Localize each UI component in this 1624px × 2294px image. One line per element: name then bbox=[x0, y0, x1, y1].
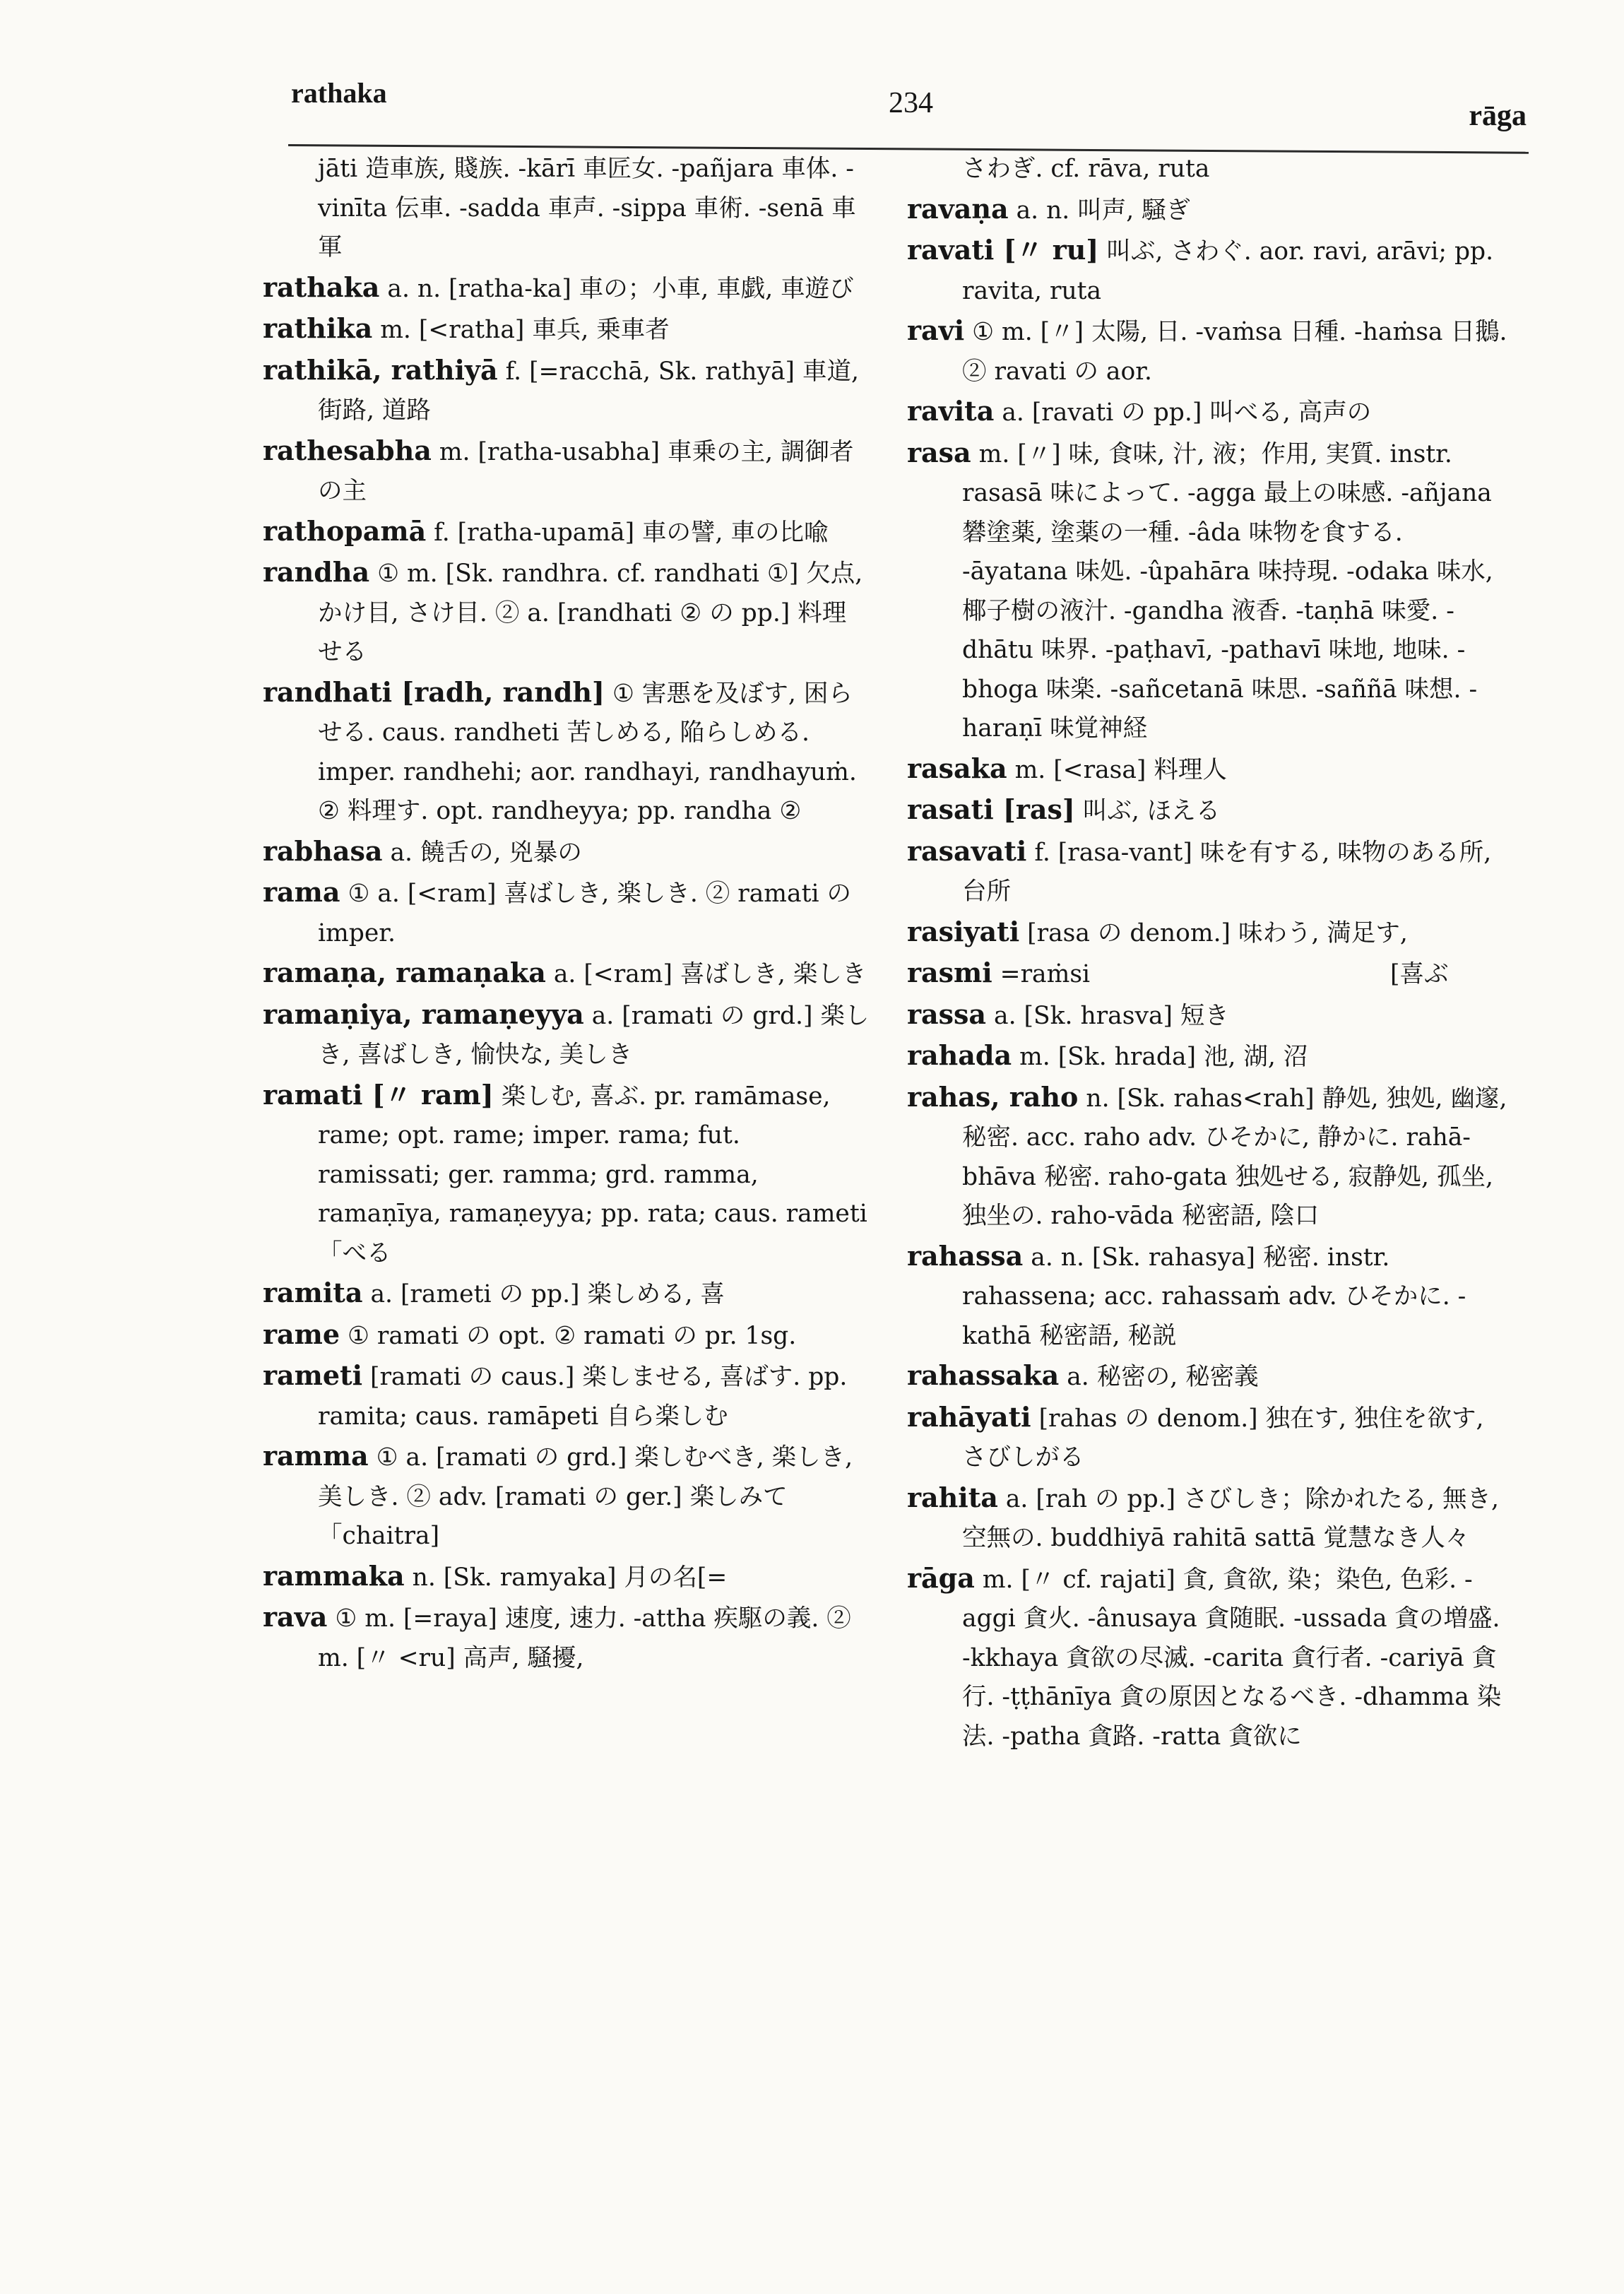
entry-continuation bbox=[263, 150, 870, 268]
headword: ravati [〃 ru] bbox=[907, 234, 1099, 266]
headword: rabhasa bbox=[263, 834, 383, 867]
definition-text: a. [ramati の grd.] 楽しき, 喜ばしき, 愉快な, 美しき bbox=[318, 1001, 870, 1069]
headword: rahada bbox=[907, 1039, 1012, 1071]
headword: rasa bbox=[907, 436, 971, 468]
definition-text: a. [Sk. hrasva] 短き bbox=[994, 1001, 1229, 1030]
definition-text: a. n. 叫声, 騒ぎ bbox=[1016, 196, 1191, 225]
definition-text: [ramati の caus.] 楽しませる, 喜ばす. pp. ramita; caus. ramāpeti 自ら楽しむ bbox=[318, 1363, 848, 1431]
headword: rathika bbox=[263, 312, 373, 344]
page-number: 234 bbox=[889, 87, 933, 119]
definition-text: n. [Sk. ramyaka] 月の名[= bbox=[412, 1563, 728, 1592]
headword: rame bbox=[263, 1318, 340, 1350]
dictionary-entry bbox=[263, 953, 870, 995]
definition-text: m. [<ratha] 車兵, 乗車者 bbox=[380, 316, 670, 344]
headword: rathaka bbox=[263, 271, 380, 303]
headword: ramati [〃 ram] bbox=[263, 1078, 494, 1111]
dictionary-entry bbox=[907, 1356, 1515, 1397]
headword: randha bbox=[263, 556, 370, 588]
headword: rathesabha bbox=[263, 434, 432, 466]
headword: ravita bbox=[907, 395, 995, 427]
headword: rasavati bbox=[907, 834, 1027, 867]
dictionary-entry bbox=[263, 873, 870, 953]
definition-text: 叫ぶ, さわぐ. aor. ravi, arāvi; pp. ravita, ruta bbox=[962, 237, 1494, 305]
headword: ravi bbox=[907, 314, 965, 346]
headword: rasmi bbox=[907, 957, 992, 988]
definition-text: m. [〃] 味, 食味, 汁, 液；作用, 実質. instr. rasasā 味によって. -agga 最上の味感. -añjana 礬塗薬, 塗薬の一種. -âda 味物を食する. -āyatana 味処. -ûpahāra 味持現. -odaka 味水, 椰子樹の液汁. -gandha 液香. -taṇhā 味愛. -dhātu 味界. -paṭhavī, -pathavī 味地, 地味. -bhoga 味楽. -sañcetanā 味思. -saññā 味想. -haraṇī 味覚神経 bbox=[962, 439, 1493, 743]
dictionary-entry bbox=[907, 953, 1515, 995]
dictionary-entry bbox=[907, 749, 1515, 791]
dictionary-entry bbox=[263, 673, 870, 832]
dictionary-entry bbox=[907, 391, 1515, 433]
definition-text: ① m. [〃] 太陽, 日. -vaṁsa 日種. -haṁsa 日鵝. ② ravati の aor. bbox=[962, 318, 1507, 386]
dictionary-entry bbox=[907, 1478, 1515, 1559]
definition-text: jāti 造車族, 賤族. -kārī 車匠女. -pañjara 車体. -vinīta 伝車. -sadda 車声. -sippa 車術. -senā 車軍 bbox=[318, 155, 856, 261]
dictionary-entry bbox=[263, 309, 870, 350]
definition-text: f. [ratha-upamā] 車の譬, 車の比喩 bbox=[434, 518, 829, 547]
definition-text: a. 秘密の, 秘密義 bbox=[1067, 1363, 1259, 1391]
definition-text: ① m. [Sk. randhra. cf. randhati ①] 欠点, かけ目, さけ目. ② a. [randhati ② の pp.] 料理せる bbox=[318, 560, 863, 666]
dictionary-entry bbox=[263, 1597, 870, 1678]
definition-text: m. [ratha-usabha] 車乗の主, 調御者の主 bbox=[318, 437, 854, 505]
definition-text: ① a. [ramati の grd.] 楽しむべき, 楽しき, 美しき. ② adv. [ramati の ger.] 楽しみて 「chaitra] bbox=[318, 1443, 853, 1550]
headword: rāga bbox=[907, 1561, 975, 1594]
definition-text: a. 饒舌の, 兇暴の bbox=[390, 838, 582, 867]
dictionary-entry bbox=[907, 995, 1515, 1036]
headword: rathikā, rathiyā bbox=[263, 353, 498, 386]
definition-text: a. n. [ratha-ka] 車の；小車, 車戯, 車遊び bbox=[387, 274, 854, 303]
headword: rama bbox=[263, 876, 340, 908]
headword: rahassa bbox=[907, 1239, 1024, 1272]
dictionary-entry bbox=[907, 1236, 1515, 1356]
definition-text: a. n. [Sk. rahasya] 秘密. instr. rahassena; acc. rahassaṁ adv. ひそかに. -kathā 秘密語, 秘説 bbox=[962, 1243, 1466, 1350]
dictionary-entry bbox=[907, 832, 1515, 912]
definition-text: m. [Sk. hrada] 池, 湖, 沼 bbox=[1019, 1043, 1308, 1071]
headword: ramita bbox=[263, 1277, 363, 1308]
definition-text: 楽しむ, 喜ぶ. pr. ramāmase, rame; opt. rame; imper. rama; fut. ramissati; ger. ramma; grd. ramma, ramaṇīya, ramaṇeyya; pp. rata; caus. rameti 「べる bbox=[318, 1082, 867, 1267]
dictionary-entry bbox=[263, 1273, 870, 1315]
headword: ramaṇiya, ramaṇeyya bbox=[263, 998, 584, 1030]
headword: randhati [radh, randh] bbox=[263, 675, 605, 708]
dictionary-entry bbox=[263, 552, 870, 673]
dictionary-entry bbox=[263, 995, 870, 1075]
right-guide-word: rāga bbox=[1469, 100, 1527, 132]
headword: rasiyati bbox=[907, 915, 1020, 947]
definition-text: ① ramati の opt. ② ramati の pr. 1sg. bbox=[348, 1321, 797, 1350]
entry-continuation bbox=[907, 150, 1515, 189]
dictionary-entry bbox=[907, 433, 1515, 749]
definition-text: さわぎ. cf. rāva, ruta bbox=[962, 155, 1210, 183]
dictionary-entry bbox=[263, 832, 870, 873]
definition-text: a. [ravati の pp.] 叫べる, 高声の bbox=[1002, 398, 1372, 427]
dictionary-entry bbox=[907, 1397, 1515, 1478]
headword: rahas, raho bbox=[907, 1080, 1079, 1113]
dictionary-entry bbox=[907, 189, 1515, 231]
dictionary-entry bbox=[263, 350, 870, 431]
dictionary-entry bbox=[263, 1356, 870, 1436]
headword: rathopamā bbox=[263, 514, 427, 547]
definition-text: a. [<ram] 喜ばしき, 楽しき bbox=[553, 960, 867, 988]
left-guide-word: rathaka bbox=[291, 77, 387, 109]
dictionary-entry bbox=[263, 1075, 870, 1274]
definition-text: ① m. [=raya] 速度, 速力. -attha 疾駆の義. ② m. [〃 <ru] 高声, 騒擾, bbox=[318, 1604, 851, 1672]
headword: rahāyati bbox=[907, 1400, 1031, 1433]
left-column bbox=[263, 150, 870, 1678]
right-column bbox=[907, 150, 1515, 1756]
dictionary-entry bbox=[263, 268, 870, 309]
dictionary-entry bbox=[907, 1077, 1515, 1236]
dictionary-entry bbox=[907, 230, 1515, 311]
dictionary-entry bbox=[263, 1436, 870, 1556]
definition-text: ① 害悪を及ぼす, 困らせる. caus. randheti 苦しめる, 陥らしめる. imper. randhehi; aor. randhayi, randhayuṁ. ② 料理す. opt. randheyya; pp. randha ② bbox=[318, 679, 857, 825]
headword: rasaka bbox=[907, 752, 1007, 784]
dictionary-entry bbox=[263, 512, 870, 553]
dictionary-entry bbox=[907, 912, 1515, 954]
dictionary-entry bbox=[907, 1559, 1515, 1757]
headword: rava bbox=[263, 1601, 328, 1633]
dictionary-entry bbox=[907, 790, 1515, 832]
definition-text: a. [rah の pp.] さびしき；除かれたる, 無き, 空無の. buddhiyā rahitā sattā 覚慧なき人々 bbox=[962, 1484, 1499, 1552]
dictionary-entry bbox=[263, 431, 870, 512]
definition-text: f. [=racchā, Sk. rathyā] 車道, 街路, 道路 bbox=[318, 357, 859, 425]
headword: ramaṇa, ramaṇaka bbox=[263, 957, 546, 988]
headword: rassa bbox=[907, 998, 987, 1030]
headword: rahassaka bbox=[907, 1359, 1060, 1391]
headword: ramma bbox=[263, 1440, 369, 1472]
headword: rahita bbox=[907, 1481, 998, 1513]
definition-text: ① a. [<ram] 喜ばしき, 楽しき. ② ramati の imper. bbox=[318, 880, 851, 947]
definition-text: [rahas の denom.] 独在す, 独住を欲す, さびしがる bbox=[962, 1404, 1484, 1472]
dictionary-entry bbox=[907, 311, 1515, 391]
definition-text: a. [rameti の pp.] 楽しめる, 喜 bbox=[370, 1280, 725, 1308]
definition-text: n. [Sk. rahas<rah] 静処, 独処, 幽邃, 秘密. acc. raho adv. ひそかに, 静かに. rahā-bhāva 秘密. raho-gata 独処せる, 寂静処, 孤坐, 独坐の. raho-vāda 秘密語, 陰口 bbox=[962, 1084, 1507, 1230]
dictionary-entry bbox=[263, 1556, 870, 1598]
definition-text: m. [〃 cf. rajati] 貪, 貪欲, 染；染色, 色彩. -aggi 貪火. -ânusaya 貪随眠. -ussada 貪の増盛. -kkhaya 貪欲の尽滅. -carita 貪行者. -cariyā 貪行. -ṭṭhānīya 貪の原因となるべき. -dhamma 染法. -patha 貪路. -ratta 貪欲に bbox=[962, 1565, 1502, 1751]
headword: rameti bbox=[263, 1359, 363, 1391]
headword: ravaṇa bbox=[907, 192, 1009, 225]
headword: rammaka bbox=[263, 1559, 405, 1592]
definition-text: [rasa の denom.] 味わう, 満足す, bbox=[1027, 918, 1408, 947]
dictionary-entry bbox=[263, 1315, 870, 1356]
definition-text: f. [rasa-vant] 味を有する, 味物のある所, 台所 bbox=[962, 838, 1492, 906]
headword: rasati [ras] bbox=[907, 793, 1075, 825]
definition-text: m. [<rasa] 料理人 bbox=[1014, 755, 1227, 784]
dictionary-entry bbox=[907, 1036, 1515, 1077]
definition-text: 叫ぶ, ほえる bbox=[1082, 797, 1221, 825]
definition-text: =raṁsi [喜ぶ bbox=[1000, 960, 1449, 988]
